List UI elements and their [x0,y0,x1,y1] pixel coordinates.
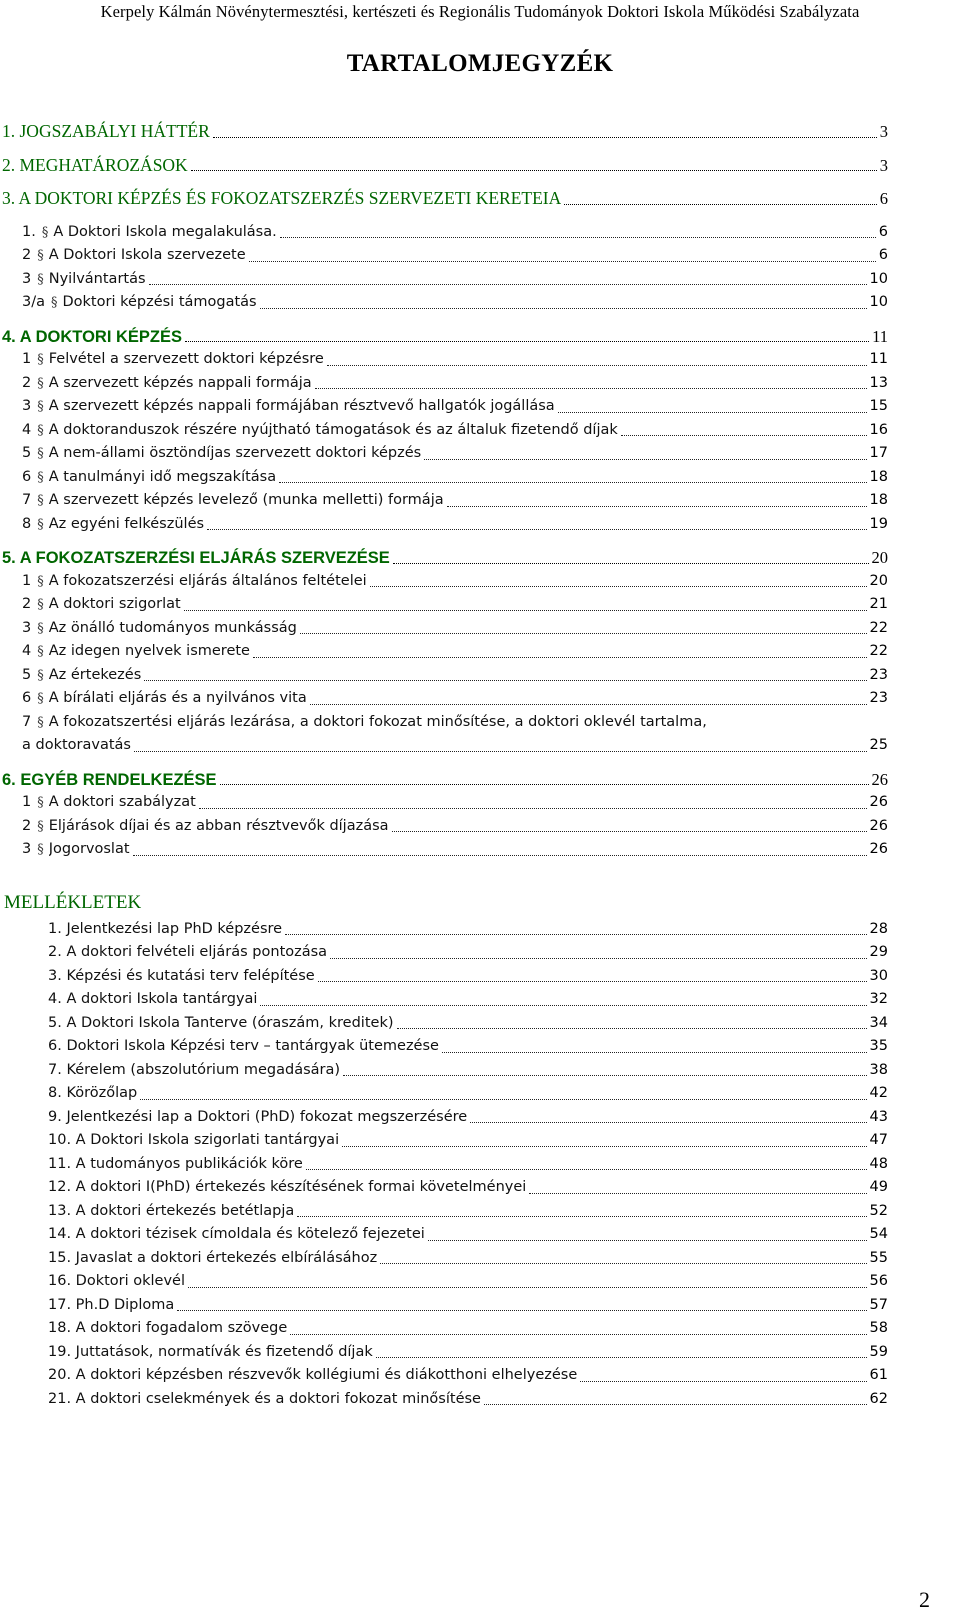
leader-dots [260,1005,866,1006]
toc-page-number: 26 [871,769,888,789]
toc-page-number: 18 [869,468,888,485]
toc-section-entry[interactable] [0,513,960,537]
toc-entry-number: 4 [22,421,32,438]
annex-page-number: 29 [869,944,888,960]
toc-entry-number: 1 [22,351,32,367]
section-sign-icon: § [37,375,44,391]
toc-page-number: 19 [869,515,888,532]
toc-chapter-entry[interactable] [0,154,960,178]
section-sign-icon: § [37,691,44,706]
toc-page-number: 15 [869,398,888,414]
leader-dots [149,284,867,285]
leader-dots [306,1169,867,1170]
toc-section-entry[interactable] [0,838,960,862]
annex-page-number: 47 [869,1132,888,1148]
section-sign-icon: § [37,573,44,589]
toc-spacer [0,144,960,154]
toc-entry-number: 2 [22,374,32,391]
annex-entry[interactable] [0,1153,960,1177]
toc-page-number: 11 [869,351,888,367]
toc-chapter-entry[interactable] [0,120,960,144]
toc-entry-label: 6. EGYÉB RENDELKEZÉSE [2,770,217,789]
annex-page-number: 61 [869,1367,888,1383]
leader-dots [213,137,877,138]
toc-entry-number: 2 [22,247,32,263]
toc-section-entry[interactable] [0,419,960,443]
annex-entry[interactable] [0,1059,960,1083]
annex-entry-label: 8. Körözőlap [48,1085,138,1101]
leader-dots [280,237,876,238]
toc-chapter-entry[interactable] [0,325,960,349]
toc-page-number: 20 [869,572,888,589]
toc-section-entry[interactable] [0,664,960,688]
toc-section-entry[interactable] [0,687,960,711]
leader-dots [397,1028,867,1029]
annex-entry-label: 6. Doktori Iskola Képzési terv – tantárgyak ütemezése [48,1038,439,1054]
section-sign-icon: § [37,352,44,367]
annex-entry-label: 12. A doktori I(PhD) értekezés készítésének formai követelményei [48,1179,527,1195]
leader-dots [470,1122,866,1123]
section-sign-icon: § [37,469,44,485]
leader-dots [279,482,866,483]
toc-entry-number: 1. [22,223,36,240]
toc-entry-number: 7 [22,492,32,508]
section-sign-icon: § [37,422,44,438]
leader-dots [260,308,867,309]
annex-entry[interactable] [0,1317,960,1341]
toc-entry-label: A Doktori Iskola megalakulása. [53,223,277,240]
toc-entry-number: 4 [22,643,32,659]
leader-dots [370,586,867,587]
page-number: 2 [919,1587,930,1612]
toc-entry-number: 3 [22,398,32,414]
toc-page-number: 10 [869,294,888,310]
leader-dots [191,170,877,171]
annex-entry[interactable] [0,1294,960,1318]
annex-page-number: 57 [869,1296,888,1313]
section-sign-icon: § [37,795,44,810]
leader-dots [376,1357,867,1358]
annex-entry-label: 3. Képzési és kutatási terv felépítése [48,967,315,984]
annex-entry-label: 13. A doktori értekezés betétlapja [48,1202,295,1219]
section-sign-icon: § [37,597,44,612]
toc-entry-label: Az egyéni felkészülés [48,515,205,532]
annex-entry-label: 5. A Doktori Iskola Tanterve (óraszám, kreditek) [48,1014,394,1031]
toc-entry-label: A fokozatszertési eljárás lezárása, a doktori fokozat minősítése, a doktori oklevél tartalma, [48,713,707,730]
toc-entry-number: 2 [22,817,32,834]
annex-entry[interactable] [0,1106,960,1130]
annex-entry[interactable] [0,1247,960,1271]
toc-page-number: 3 [879,122,888,141]
toc-entry-number: 3 [22,270,32,287]
annex-entry-label: 4. A doktori Iskola tantárgyai [48,991,258,1007]
toc-entry-number: 1 [22,794,32,810]
toc-entry-label: Az önálló tudományos munkásság [48,619,297,636]
toc-page-number: 20 [871,548,888,567]
toc-section-entry[interactable] [0,348,960,372]
leader-dots [310,704,867,705]
toc-chapter-entry[interactable] [0,546,960,570]
toc-page-number: 6 [878,223,888,240]
leader-dots [558,412,867,413]
toc-entry-number: 6 [22,468,32,485]
toc-entry-label: Jogorvoslat [48,841,130,857]
annex-page-number: 58 [869,1320,888,1336]
annex-entry-label: 21. A doktori cselekmények és a doktori fokozat minősítése [48,1390,481,1407]
toc-entry-label: A nem-állami ösztöndíjas szervezett doktori képzés [48,445,422,461]
toc-section-entry[interactable] [0,815,960,839]
toc-entry-number: 3 [22,619,32,636]
annex-entry-label: 15. Javaslat a doktori értekezés elbírálásához [48,1249,378,1266]
toc-section-entry[interactable] [0,791,960,815]
toc-entry-label: Nyilvántartás [48,270,146,287]
leader-dots [529,1193,866,1194]
leader-dots [285,934,866,935]
toc-entry-label: 4. A DOKTORI KÉPZÉS [2,327,183,346]
section-sign-icon: § [37,399,44,414]
toc-page-number: 18 [869,492,888,508]
leader-dots [447,506,867,507]
toc-entry-label: Eljárások díjai és az abban résztvevők díjazása [48,817,389,834]
annex-entry[interactable] [0,1035,960,1059]
annex-page-number: 28 [869,920,888,937]
toc-page-number: 25 [869,737,888,753]
leader-dots [318,981,867,982]
toc-section-entry[interactable] [0,570,960,594]
annex-entry[interactable] [0,918,960,942]
toc-spacer [0,536,960,546]
toc-entry-number: 1 [22,572,32,589]
toc-section-entry[interactable] [0,711,960,735]
leader-dots [199,808,867,809]
leader-dots [442,1052,867,1053]
section-sign-icon: § [37,248,44,263]
annex-entry-label: 9. Jelentkezési lap a Doktori (PhD) fokozat megszerzésére [48,1108,468,1125]
leader-dots [144,680,866,681]
leader-dots [327,365,867,366]
toc-page-number: 13 [869,374,888,391]
annex-page-number: 54 [869,1226,888,1242]
toc-page-number: 3 [879,155,888,175]
toc-section-entry[interactable] [0,593,960,617]
leader-dots [330,958,866,959]
annex-entry-label: 1. Jelentkezési lap PhD képzésre [48,920,283,937]
running-header: Kerpely Kálmán Növénytermesztési, kertészeti és Regionális Tudományok Doktori Iskola Működési Szabályzata [100,2,860,21]
leader-dots [207,529,867,530]
toc-entry-label: Az idegen nyelvek ismerete [48,643,250,659]
leader-dots [424,459,866,460]
annex-page-number: 62 [869,1390,888,1407]
leader-dots [188,1287,867,1288]
annex-entry[interactable] [0,1200,960,1224]
toc-page-number: 23 [869,690,888,706]
annex-page-number: 42 [869,1085,888,1101]
leader-dots [184,610,867,611]
toc-entry-label: A bírálati eljárás és a nyilvános vita [48,690,307,706]
toc-section-entry[interactable] [0,442,960,466]
leader-dots [185,341,869,342]
annex-page-number: 30 [869,967,888,984]
toc-section-entry[interactable] [0,372,960,396]
toc-entry-label: A tanulmányi idő megszakítása [48,468,277,485]
annex-page-number: 56 [869,1273,888,1289]
annex-entry[interactable] [0,941,960,965]
annex-page-number: 49 [869,1179,888,1195]
toc-entry-number: 3/a [22,294,45,310]
annex-entry[interactable] [0,1129,960,1153]
leader-dots [392,831,867,832]
toc-section-entry[interactable] [0,268,960,292]
annex-entry[interactable] [0,1388,960,1412]
leader-dots [342,1146,866,1147]
toc-entry-label: A doktori szigorlat [48,596,181,612]
toc-entry-number: 3 [22,841,32,857]
annex-entry-label: 10. A Doktori Iskola szigorlati tantárgyai [48,1132,340,1148]
leader-dots [297,1216,866,1217]
leader-dots [253,657,867,658]
section-sign-icon: § [37,446,44,461]
annex-page-number: 35 [869,1038,888,1054]
annex-entry[interactable] [0,1270,960,1294]
leader-dots [380,1263,866,1264]
annex-page-number: 32 [869,991,888,1007]
section-sign-icon: § [37,644,44,659]
toc-entry-label: A fokozatszerzési eljárás általános feltételei [48,572,367,589]
toc-entry-label: Az értekezés [48,666,142,683]
toc-entry-label: A doktori szabályzat [48,794,196,810]
leader-dots [315,388,867,389]
toc-entry-label: Felvétel a szervezett doktori képzésre [48,351,324,367]
toc-entry-label: 1. JOGSZABÁLYI HÁTTÉR [2,121,210,141]
annex-entry-label: 2. A doktori felvételi eljárás pontozása [48,944,328,960]
toc-entry-label: 2. MEGHATÁROZÁSOK [2,154,188,175]
annex-heading: MELLÉKLETEK [4,891,142,913]
leader-dots [564,204,877,205]
toc-entry-label: A szervezett képzés nappali formája [48,374,312,391]
leader-dots [428,1240,867,1241]
annex-entry-label: 18. A doktori fogadalom szövege [48,1320,288,1336]
toc-entry-label-continued: a doktoravatás [22,737,131,753]
annex-entry[interactable] [0,988,960,1012]
toc-entry-label: 5. A FOKOZATSZERZÉSI ELJÁRÁS SZERVEZÉSE [2,549,390,567]
annex-page-number: 48 [869,1155,888,1172]
toc-page-number: 26 [869,817,888,834]
annex-entry-label: 11. A tudományos publikációk köre [48,1155,303,1172]
toc-spacer [0,315,960,325]
annex-entry[interactable] [0,1012,960,1036]
toc-page-number: 21 [869,596,888,612]
leader-dots [134,751,867,752]
table-of-contents [0,120,960,1411]
toc-entry-number: 5 [22,666,32,683]
leader-dots [133,855,867,856]
annex-entry-label: 7. Kérelem (abszolutórium megadására) [48,1061,341,1078]
leader-dots [393,563,869,564]
toc-spacer [0,211,960,221]
annex-page-number: 52 [869,1202,888,1219]
annex-entry[interactable] [0,1082,960,1106]
toc-page-number: 23 [869,666,888,683]
leader-dots [621,435,867,436]
section-sign-icon: § [37,271,44,287]
section-sign-icon: § [37,620,44,636]
annex-entry-label: 19. Juttatások, normatívák és fizetendő díjak [48,1343,373,1360]
page-title: TARTALOMJEGYZÉK [346,50,614,77]
toc-section-entry-continued[interactable] [0,734,960,758]
annex-page-number: 38 [869,1061,888,1078]
toc-page-number: 26 [869,794,888,810]
section-sign-icon: § [37,516,44,532]
annex-entry-label: 14. A doktori tézisek címoldala és kötelező fejezetei [48,1226,425,1242]
toc-section-entry[interactable] [0,489,960,513]
toc-page-number: 17 [869,445,888,461]
toc-entry-label: Doktori képzési támogatás [62,294,257,310]
toc-entry-label: A doktoranduszok részére nyújtható támogatások és az általuk fizetendő díjak [48,421,618,438]
toc-section-entry[interactable] [0,221,960,245]
leader-dots [140,1099,866,1100]
toc-page-number: 22 [869,643,888,659]
section-sign-icon: § [37,842,44,857]
annex-page-number: 34 [869,1014,888,1031]
toc-page-number: 11 [872,326,888,346]
leader-dots [343,1075,867,1076]
toc-spacer [0,177,960,187]
section-sign-icon: § [37,667,44,683]
toc-section-entry[interactable] [0,466,960,490]
annex-entry[interactable] [0,1341,960,1365]
annex-entry[interactable] [0,1223,960,1247]
section-sign-icon: § [37,818,44,834]
section-sign-icon: § [51,295,58,310]
toc-section-entry[interactable] [0,640,960,664]
toc-page-number: 22 [869,619,888,636]
annex-entry-label: 20. A doktori képzésben részvevők kollégiumi és diákotthoni elhelyezése [48,1367,578,1383]
annex-page-number: 59 [869,1343,888,1360]
section-sign-icon: § [41,224,49,240]
annex-entry-label: 17. Ph.D Diploma [48,1296,175,1313]
toc-section-entry[interactable] [0,617,960,641]
toc-section-entry[interactable] [0,395,960,419]
toc-entry-label: A szervezett képzés nappali formájában résztvevő hallgatók jogállása [48,398,555,414]
toc-entry-number: 6 [22,690,32,706]
toc-page-number: 6 [879,189,888,208]
section-sign-icon: § [37,714,44,730]
toc-entry-number: 2 [22,596,32,612]
toc-page-number: 10 [869,270,888,287]
toc-entry-label: 3. A DOKTORI KÉPZÉS ÉS FOKOZATSZERZÉS SZERVEZETI KERETEIA [2,188,562,208]
annex-entry[interactable] [0,1176,960,1200]
toc-page-number: 26 [869,841,888,857]
toc-page-number: 6 [878,247,888,263]
leader-dots [484,1404,867,1405]
leader-dots [300,633,867,634]
leader-dots [580,1381,866,1382]
toc-section-entry[interactable] [0,244,960,268]
annex-entry[interactable] [0,1364,960,1388]
toc-entry-number: 5 [22,445,32,461]
annex-page-number: 43 [869,1108,888,1125]
toc-entry-number: 8 [22,515,32,532]
leader-dots [220,784,869,785]
leader-dots [249,261,876,262]
toc-spacer [0,758,960,768]
toc-section-entry[interactable] [0,291,960,315]
annex-entry-label: 16. Doktori oklevél [48,1273,186,1289]
leader-dots [177,1310,866,1311]
toc-spacer [0,862,960,888]
section-sign-icon: § [37,493,44,508]
toc-entry-label: A Doktori Iskola szervezete [48,247,246,263]
annex-page-number: 55 [869,1249,888,1266]
toc-entry-number: 7 [22,713,32,730]
toc-chapter-entry[interactable] [0,187,960,211]
toc-entry-label: A szervezett képzés levelező (munka melletti) formája [48,492,444,508]
leader-dots [290,1334,866,1335]
toc-page-number: 16 [869,421,888,438]
toc-chapter-entry[interactable] [0,768,960,792]
annex-entry[interactable] [0,965,960,989]
